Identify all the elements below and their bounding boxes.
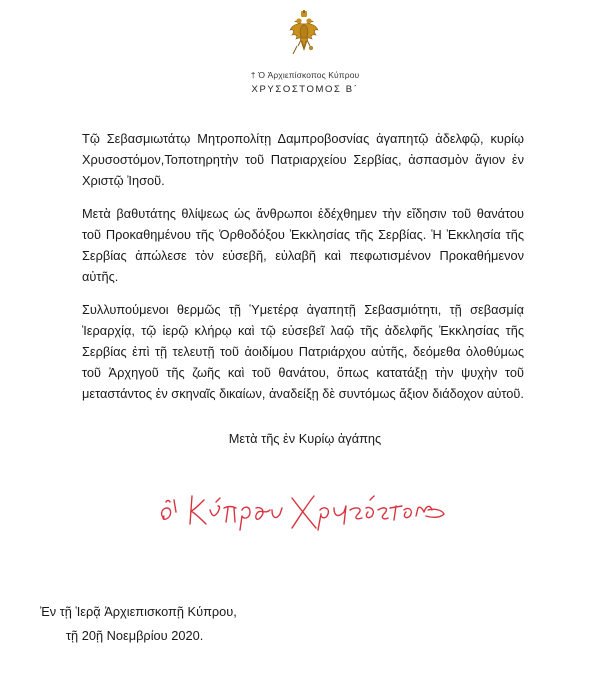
- date-line: τῇ 20ῇ Νοεμβρίου 2020.: [66, 628, 204, 643]
- double-headed-eagle-emblem-icon: [289, 10, 319, 58]
- place-line: Ἐν τῇ Ἱερᾷ Ἀρχιεπισκοπῇ Κύπρου,: [40, 604, 237, 619]
- body-paragraph-2: Συλλυπούμενοι θερμῶς τῇ Ὑμετέρᾳ ἀγαπητῇ Σεβασμιότητι, τῇ σεβασμίᾳ Ἱεραρχίᾳ, τῷ ἱερῷ κλήρῳ καὶ τῷ εὐσεβεῖ λαῷ τῆς ἀδελφῆς Ἐκκλησίας τῆς Σερβίας ἐπὶ τῇ τελευτῇ τοῦ ἀοιδίμου Πατριάρχου αὐτῆς, δεόμεθα ὁλοθύμως τοῦ Ἀρχηγοῦ τῆς ζωῆς καὶ τοῦ θανάτου, ὅπως κατατάξῃ τὴν ψυχὴν τοῦ μεταστάντος ἐν σκηναῖς δικαίων, ἀναδείξῃ δὲ συντόμως ἄξιον διάδοχον αὐτοῦ.: [82, 302, 524, 401]
- letter-body: [82, 128, 524, 416]
- handwritten-signature: [158, 470, 448, 542]
- body-paragraph-1: Μετὰ βαθυτάτης θλίψεως ὡς ἄνθρωποι ἐδέχθημεν τὴν εἴδησιν τοῦ θανάτου τοῦ Προκαθημένου τῆς Ὀρθοδόξου Ἐκκλησίας τῆς Σερβίας. Ἡ Ἐκκλησία τῆς Σερβίας ἀπώλεσε τὸν εὐσεβῆ, εὐλαβῆ καὶ πεφωτισμένον Προκαθήμενον αὐτῆς.: [82, 206, 524, 284]
- sender-title: † Ὁ Ἀρχιεπίσκοπος Κύπρου: [250, 70, 360, 80]
- sender-name: ΧΡΥΣΟΣΤΟΜΟΣ Β΄: [251, 84, 359, 95]
- closing-line: Μετὰ τῆς ἐν Κυρίῳ ἀγάπης: [228, 431, 382, 446]
- salutation-paragraph: Τῷ Σεβασμιωτάτῳ Μητροπολίτῃ Δαμπροβοσνίας ἀγαπητῷ ἀδελφῷ, κυρίῳ Χρυσοστόμον,Τοποτηρητὴν τοῦ Πατριαρχείου Σερβίας, ἀσπασμὸν ἅγιον ἐν Χριστῷ Ἰησοῦ.: [82, 131, 524, 188]
